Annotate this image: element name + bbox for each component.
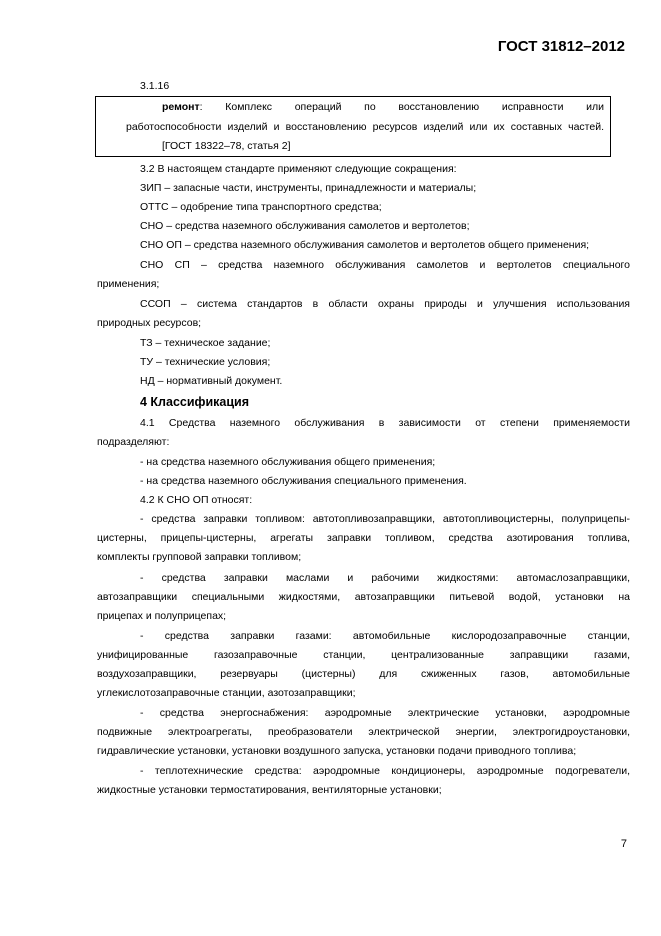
term-definition-text: : Комплекс операций по восстановлению исправности или [199,101,604,113]
list-item-gas-line-2: унифицированные газозаправочные станции, централизованные заправщики газами, [97,649,630,661]
abbr-ssop-line-2: природных ресурсов; [97,317,202,329]
abbr-tu: ТУ – технические условия; [140,356,271,368]
abbr-sno-sp-line-1: СНО СП – средства наземного обслуживания самолетов и вертолетов специального [140,259,630,271]
paragraph-4-1-line-1: 4.1 Средства наземного обслуживания в зависимости от степени применяемости [140,417,630,429]
paragraph-4-1-line-2: подразделяют: [97,436,170,448]
abbr-ssop [97,295,630,333]
paragraph-4-2: 4.2 К СНО ОП относят: [140,494,253,506]
term-keyword: ремонт [162,101,200,113]
list-item-general-use: - на средства наземного обслуживания общего применения; [140,456,436,468]
list-item-heat-line-1: - теплотехнические средства: аэродромные кондиционеры, аэродромные подогреватели, [140,765,630,777]
list-item-oil [97,569,630,626]
abbr-sno-sp [97,256,630,294]
list-item-power [97,704,630,761]
abbr-sno: СНО – средства наземного обслуживания самолетов и вертолетов; [140,220,470,232]
list-item-fuel-line-2: цистерны, прицепы-цистерны, агрегаты заправки топливом, средства азотирования топлива, [97,532,630,544]
term-source-reference: [ГОСТ 18322–78, статья 2] [162,140,291,152]
list-item-power-line-2: подвижные электроагрегаты, преобразователи электрической энергии, электрогидроустановки, [97,726,630,738]
term-definition-line-1 [162,101,604,113]
term-definition-box [95,96,611,157]
list-item-gas-line-1: - средства заправки газами: автомобильные кислородозаправочные станции, [140,630,630,642]
list-item-oil-line-1: - средства заправки маслами и рабочими жидкостями: автомаслозаправщики, [140,572,630,584]
list-item-fuel [97,510,630,567]
abbr-sno-sp-line-2: применения; [97,278,160,290]
list-item-heat [97,762,630,800]
list-item-heat-line-2: жидкостные установки термостатирования, вентиляторные установки; [97,784,442,796]
list-item-gas-line-3: воздухозаправщики, резервуары (цистерны) для сжиженных газов, автомобильные [97,668,630,680]
abbr-nd: НД – нормативный документ. [140,375,283,387]
list-item-oil-line-3: прицепах и полуприцепах; [97,610,227,622]
abbr-sno-op: СНО ОП – средства наземного обслуживания самолетов и вертолетов общего применения; [140,239,590,251]
list-item-power-line-3: гидравлические установки, установки воздушного запуска, установки подачи приводного топлива; [97,745,577,757]
section-4-heading: 4 Классификация [140,395,250,409]
abbreviations-intro: 3.2 В настоящем стандарте применяют следующие сокращения: [140,163,457,175]
document-header: ГОСТ 31812–2012 [497,38,625,55]
paragraph-4-1 [97,414,630,452]
abbr-zip: ЗИП – запасные части, инструменты, принадлежности и материалы; [140,182,477,194]
list-item-fuel-line-1: - средства заправки топливом: автотопливозаправщики, автотопливоцистерны, полуприцепы- [140,513,630,525]
list-item-oil-line-2: автозаправщики специальными жидкостями, автозаправщики питьевой водой, установки на [97,591,630,603]
list-item-gas-line-4: углекислотозаправочные станции, азотозаправщики; [97,687,356,699]
list-item-special-use: - на средства наземного обслуживания специального применения. [140,475,467,487]
list-item-power-line-1: - средства энергоснабжения: аэродромные электрические установки, аэродромные [140,707,630,719]
list-item-fuel-line-3: комплекты групповой заправки топливом; [97,551,302,563]
abbr-otts: ОТТС – одобрение типа транспортного средства; [140,201,382,213]
list-item-gas [97,627,630,703]
term-number: 3.1.16 [140,80,170,92]
page-number: 7 [620,838,627,850]
abbr-tz: ТЗ – техническое задание; [140,337,271,349]
abbr-ssop-line-1: ССОП – система стандартов в области охраны природы и улучшения использования [140,298,630,310]
term-definition-line-2: работоспособности изделий и восстановлению ресурсов изделий или их составных частей. [126,121,604,133]
